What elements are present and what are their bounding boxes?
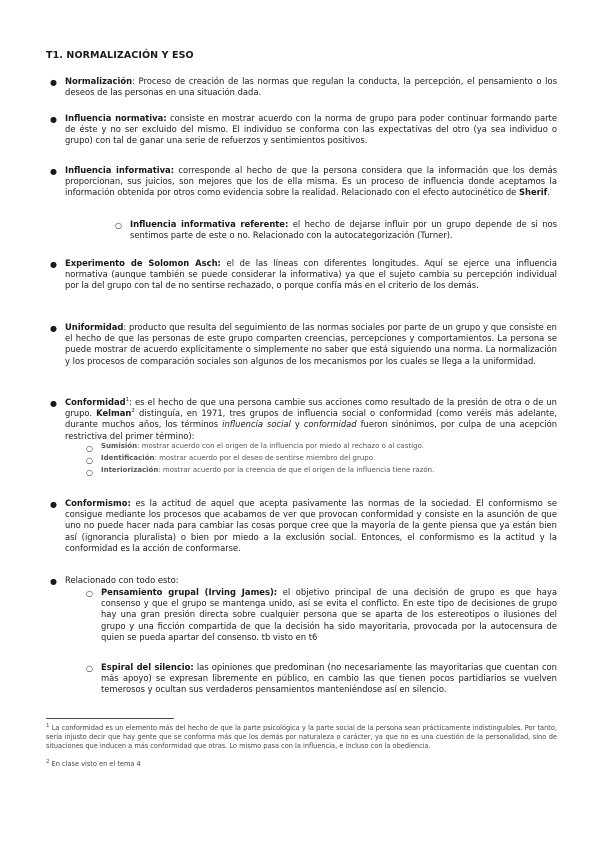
- paragraph-asch: [65, 258, 557, 292]
- paragraph-influencia-normativa: [65, 113, 557, 147]
- footnote-ref-2[interactable]: 2: [131, 408, 135, 415]
- text-normalizacion: : Proceso de creación de las normas que regulan la conducta, la percepción, el pensamiento o los deseos de las personas en una situación dada.: [65, 76, 557, 98]
- term-conformismo: Conformismo:: [65, 498, 131, 508]
- text-influencia-normativa: consiste en mostrar acuerdo con la norma de grupo para poder continuar formando parte de éste y no ser excluido del mismo. El individuo se conforma con las expectativas del otro (ya sea individuo o grupo) con tal de ganar una serie de refuerzos y sentimientos positivos.: [65, 113, 557, 146]
- text-identificacion: : mostrar acuerdo por el deseo de sentirse miembro del grupo.: [154, 454, 376, 462]
- term-influencia-social: influencia social: [222, 419, 291, 430]
- footnote-1: [46, 724, 557, 752]
- sub-bullet-icon: ○: [115, 221, 122, 230]
- term-pensamiento-grupal: Pensamiento grupal (Irving James):: [101, 587, 278, 597]
- paragraph-conformismo: [65, 498, 557, 554]
- footnote-text-1: La conformidad es un elemento más del hecho de que la parte psicológica y la parte social de la persona sean prácticamente indistinguibles. Por tanto, sería injusto decir que hay gente que se conforma más que los demás por naturaleza o carácter, ya que no es una cuestión de la personalidad, sino de situaciones que inducen a más conformidad que otras. Lo mismo pasa con la influencia, e incluso con la obediencia.: [46, 724, 557, 751]
- bullet-icon: ●: [50, 115, 57, 124]
- text-asch: el de las líneas con diferentes longitudes. Aquí se ejerce una influencia normativa (aunque también se puede considerar la informativa) ya que el sujeto cambia su percepción individual por la del grupo con tal de no sentirse rechazado, o porque confía más en el criterio de los demás.: [65, 258, 557, 291]
- paragraph-pensamiento-grupal: [101, 587, 557, 643]
- term-normalizacion: Normalización: [65, 76, 133, 86]
- footnote-divider: [46, 718, 174, 719]
- footnote-ref-1[interactable]: 1: [125, 397, 130, 404]
- sub-bullet-icon: ○: [86, 468, 93, 477]
- term-espiral-silencio: Espiral del silencio:: [101, 662, 194, 672]
- term-interiorizacion: Interiorización: [101, 466, 159, 474]
- kelman-type-interiorizacion: [101, 465, 557, 477]
- text-espiral-silencio: las opiniones que predominan (no necesariamente las mayoritarias que cuentan con más apoyo) se expresan libremente en público, en cambio las que tienen pocos partidiarios se vuelven temerosos y ocultan sus verdaderos pensamientos manteniéndose así en silencio.: [101, 662, 557, 695]
- text-conformidad-1: : es el hecho de que una persona cambie sus acciones como resultado de la presión de otra o de un grupo.: [65, 397, 557, 419]
- text-uniformidad: : producto que resulta del seguimiento de las normas sociales por parte de un grupo y que consiste en el hecho de que las personas de este grupo comparten creencias, percepciones y comportamientos. La persona se puede mostrar de acuerdo explícitamente o simplemente no saber que está siguiendo una norma. La normalización y los procesos de comparación sociales son algunos de los mecanismos por los cuales se llega a la uniformidad.: [65, 322, 557, 366]
- text-influencia-informativa: corresponde al hecho de que la persona considera que la información que los demás proporcionan, sus juicios, son mejores que los de ella misma. Es un proceso de influencia donde aceptamos la información obtenida por otros como evidencia sobre la realidad. Relacionado con el efecto autocinético de: [65, 165, 557, 198]
- text-and: y: [290, 419, 304, 430]
- bullet-icon: ●: [50, 78, 57, 87]
- sub-bullet-icon: ○: [86, 664, 93, 673]
- paragraph-conformidad: [65, 397, 557, 442]
- kelman-type-identificacion: [101, 453, 557, 465]
- bullet-icon: ●: [50, 324, 57, 333]
- footnote-number-2: 2: [46, 758, 50, 765]
- paragraph-informativa-referente: [130, 219, 557, 241]
- bullet-icon: ●: [50, 167, 57, 176]
- bullet-icon: ●: [50, 260, 57, 269]
- text-sherif-end: .: [547, 187, 550, 198]
- term-sherif: Sherif: [519, 187, 548, 198]
- kelman-type-sumision: [101, 441, 557, 453]
- text-conformidad-3: fueron sinónimos, por culpa de una acepción restrictiva del primer término):: [65, 419, 558, 441]
- footnote-number-1: 1: [46, 722, 50, 729]
- paragraph-normalizacion: [65, 76, 557, 98]
- paragraph-influencia-informativa: [65, 165, 557, 199]
- sub-bullet-icon: ○: [86, 444, 93, 453]
- footnote-2: [46, 760, 557, 769]
- text-pensamiento-grupal: el objetivo principal de una decisión de grupo es que haya consenso y que el grupo se mantenga unido, así se evita el conflicto. En este tipo de decisiones de grupo hay una gran presión directa sobre cualquier persona que se aparta de los estereotipos o ilusiones del grupo y una ficción compartida de que la decisión ha sido mayoritaria, provocada por la autocensura de quien se pueda apartar del consenso. tb visto en t6: [101, 587, 558, 642]
- text-conformidad-2: distinguía, en 1971, tres grupos de influencia social o conformidad (como veréis más adelante, durante muchos años, los términos: [65, 408, 557, 430]
- term-influencia-normativa: Influencia normativa:: [65, 113, 167, 123]
- paragraph-espiral-silencio: [101, 662, 557, 696]
- text-conformismo: es la actitud de aquel que acepta pasivamente las normas de la sociedad. El conformismo se consigue mediante los procesos que acabamos de ver que provocan conformidad y consiste en la asunción de que uno no puede hacer nada para cambiar las cosas porque cree que la mayoría de la gente piensa que ya están bien así (ignorancia pluralista) o bien por miedo a la exclusión social. Entonces, el conformismo es la actitud y la conformidad es la acción de conformarse.: [65, 498, 557, 553]
- term-kelman: Kelman: [96, 408, 132, 419]
- term-identificacion: Identificación: [101, 454, 155, 462]
- page-title: T1. NORMALIZACIÓN Y ESO: [46, 50, 194, 61]
- term-influencia-informativa: Influencia informativa:: [65, 165, 175, 175]
- text-sumision: : mostrar acuerdo con el origen de la influencia por miedo al rechazo o al castigo.: [137, 442, 424, 450]
- text-interiorizacion: : mostrar acuerdo por la creencia de que el origen de la influencia tiene razón.: [158, 466, 435, 474]
- bullet-icon: ●: [50, 399, 57, 408]
- bullet-icon: ●: [50, 500, 57, 509]
- bullet-icon: ●: [50, 577, 57, 586]
- text-informativa-referente: el hecho de dejarse influir por un grupo depende de si nos sentimos parte de este o no. Relacionado con la autocategorización (Turner).: [130, 219, 557, 241]
- sub-bullet-icon: ○: [86, 456, 93, 465]
- term-uniformidad: Uniformidad: [65, 322, 124, 332]
- term-conformidad: Conformidad: [65, 397, 126, 407]
- paragraph-uniformidad: [65, 322, 557, 367]
- term-asch: Experimento de Solomon Asch:: [65, 258, 221, 268]
- term-informativa-referente: Influencia informativa referente:: [130, 219, 289, 229]
- paragraph-relacionado: Relacionado con todo esto:: [65, 575, 179, 585]
- term-conformidad-italic: conformidad: [303, 419, 357, 430]
- term-sumision: Sumisión: [101, 442, 138, 450]
- footnote-text-2: En clase visto en el tema 4: [49, 760, 141, 768]
- sub-bullet-icon: ○: [86, 589, 93, 598]
